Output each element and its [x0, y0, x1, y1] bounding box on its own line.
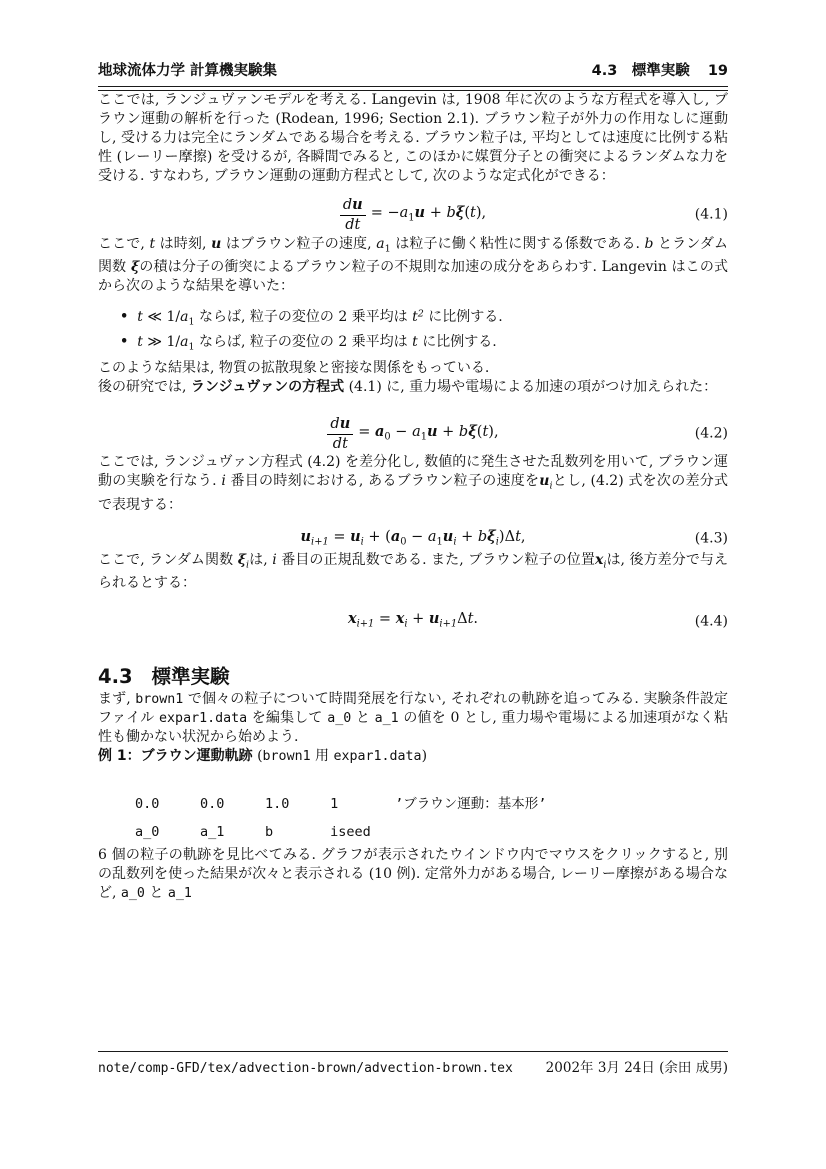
header-section: 4.3 標準実験: [591, 63, 690, 79]
header-title: 地球流体力学 計算機実験集: [98, 63, 278, 79]
footer-file-path: note/comp-GFD/tex/advection-brown/advection-brown.tex: [98, 1061, 513, 1076]
footer-rule: [98, 1051, 728, 1052]
bullet-icon: •: [119, 333, 129, 351]
paragraph-discretization: ここでは, ランジュヴァン方程式 (4.2) を差分化し, 数値的に発生させた乱数列を用いて, ブラウン運動の実験を行なう. i 番目の時刻における, あるブラウン粒子の速度を$u_i$とし, (4.2) 式を次の差分式で表現する：: [98, 454, 728, 513]
bullet-icon: •: [119, 308, 129, 326]
code-block: [135, 790, 728, 846]
paragraph-experiment-intro: まず, brown1 で個々の粒子について時間発展を行ない, それぞれの軌跡を追ってみる. 実験条件設定ファイル expar1.data を編集して a_0 と a_1 の値を 0 とし, 重力場や電場による加速項がなく粘性も働かない状況から始めよう.: [98, 690, 728, 745]
paragraph-diffusion: このような結果は, 物質の拡散現象と密接な関係をもっている.: [98, 359, 490, 376]
paragraph-intro: ここでは, ランジュヴァンモデルを考える. Langevin は, 1908 年に次のような方程式を導入し, ブラウン運動の解析を行った (Rodean, 1996; Section 2.1). ブラウン粒子が外力の作用なしに運動し, 受ける力は完全にランダムである場合を考える. ブラウン粒子は, 平均としては速度に比例する粘性 (レーリー摩擦) を受けるが, 各瞬間でみると, このほかに媒質分子との衝突によるランダムな力を受ける. すなわち, ブラウン運動の運動方程式として, 次のような定式化ができる：: [98, 92, 728, 184]
code-line: 0.0 0.0 1.0 1 ’ブラウン運動：基本形’: [135, 795, 547, 812]
paragraph-variables: ここで, t は時刻, u はブラウン粒子の速度, $a_1$ は粒子に働く粘性に関する係数である. b とランダム関数 ξの積は分子の衝突によるブラウン粒子の不規則な加速の成分をあらわす. Langevin はこの式から次のような結果を導いた：: [98, 235, 728, 295]
equation-4-1: [98, 196, 728, 235]
header-page-number: 19: [707, 63, 728, 79]
equation-number: (4.4): [694, 613, 728, 630]
example-heading: 例 1：ブラウン運動軌跡 (brown1 用 expar1.data): [98, 747, 428, 764]
section-heading: [98, 664, 728, 690]
equation-body: $u_{i+1} = u_i + (a_0 - a_1u_i + b\xi_i)\Delta t$,: [300, 527, 526, 548]
equation-4-3: [98, 527, 728, 551]
equation-body: = $-a_1u + b\xi(t)$,: [370, 204, 487, 224]
page-header: [98, 62, 728, 81]
equation-body: $x_{i+1} = x_i + u_{i+1}\Delta t$.: [347, 610, 479, 630]
footer-date: 2002年 3月 24日 (余田 成男): [545, 1060, 728, 1076]
equation-number: (4.1): [694, 206, 728, 223]
fraction-du-dt: $\frac{du}{dt}$: [327, 415, 353, 454]
paragraph-results: 6 個の粒子の軌跡を見比べてみる. グラフが表示されたウインドウ内でマウスをクリックすると, 別の乱数列を使った結果が次々と表示される (10 例). 定常外力がある場合, レーリー摩擦がある場合など, a_0 と a_1: [98, 846, 728, 901]
paragraph-random-function: ここで, ランダム関数 $\xi_i$は, i 番目の正規乱数である. また, ブラウン粒子の位置$x_i$は, 後方差分で与えられるとする：: [98, 552, 729, 592]
section-number: 4.3: [98, 664, 133, 688]
equation-4-2: [98, 415, 728, 454]
equation-body: = $a_0 - a_1u + b\xi(t)$,: [358, 422, 499, 443]
list-item: • t ≫ $1/a_1$ ならば, 粒子の変位の 2 乗平均は t に比例する.: [119, 333, 497, 353]
section-title: 標準実験: [151, 664, 230, 688]
code-line: a_0 a_1 b iseed: [135, 823, 371, 840]
bullet-list: [98, 304, 728, 356]
fraction-du-dt: $\frac{du}{dt}$: [340, 196, 366, 235]
paragraph-later-research: 後の研究では, ランジュヴァンの方程式 (4.1) に, 重力場や電場による加速の項がつけ加えられた：: [98, 378, 718, 395]
equation-number: (4.2): [694, 425, 728, 442]
header-right: [592, 62, 728, 81]
equation-4-4: [98, 609, 728, 633]
list-item: • t ≪ $1/a_1$ ならば, 粒子の変位の 2 乗平均は $t^2$ に比例する.: [119, 308, 503, 328]
page-footer: [98, 1051, 728, 1078]
equation-number: (4.3): [694, 530, 728, 547]
